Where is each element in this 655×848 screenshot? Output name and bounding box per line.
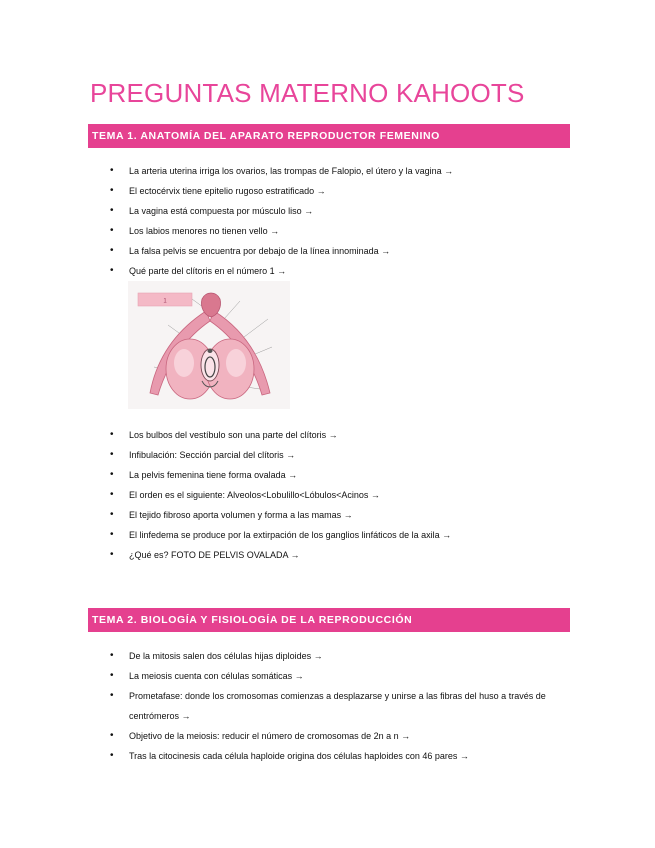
list-item: • ¿Qué es? FOTO DE PELVIS OVALADA → <box>110 545 565 565</box>
list-item: • La vagina está compuesta por músculo liso → <box>110 201 565 221</box>
list-item: • Qué parte del clítoris en el número 1 → <box>110 261 565 281</box>
list-item: • La meiosis cuenta con células somáticas → <box>110 666 565 686</box>
list-item: • El ectocérvix tiene epitelio rugoso estratificado → <box>110 181 565 201</box>
list-item: • Infibulación: Sección parcial del clítoris → <box>110 445 565 465</box>
list-item: • La falsa pelvis se encuentra por debajo de la línea innominada → <box>110 241 565 261</box>
list-item: • Los bulbos del vestíbulo son una parte del clítoris → <box>110 425 565 445</box>
list-item: • Objetivo de la meiosis: reducir el número de cromosomas de 2n a n → <box>110 726 565 746</box>
list-item: • La arteria uterina irriga los ovarios, las trompas de Falopio, el útero y la vagina → <box>110 161 565 181</box>
list-item: • La pelvis femenina tiene forma ovalada → <box>110 465 565 485</box>
list-item: • Prometafase: donde los cromosomas comienzas a desplazarse y unirse a las fibras del huso a través de centrómeros → <box>110 686 565 726</box>
section-header-tema-2: TEMA 2. BIOLOGÍA Y FISIOLOGÍA DE LA REPRODUCCIÓN <box>88 608 570 632</box>
list-item: • Los labios menores no tienen vello → <box>110 221 565 241</box>
list-item: • El linfedema se produce por la extirpación de los ganglios linfáticos de la axila → <box>110 525 565 545</box>
section-header-tema-1: TEMA 1. ANATOMÍA DEL APARATO REPRODUCTOR FEMENINO <box>88 124 570 148</box>
list-item: • El orden es el siguiente: Alveolos<Lobulillo<Lóbulos<Acinos → <box>110 485 565 505</box>
list-item: • El tejido fibroso aporta volumen y forma a las mamas → <box>110 505 565 525</box>
page-title: PREGUNTAS MATERNO KAHOOTS <box>90 78 525 108</box>
clitoris-anatomy-figure <box>128 281 290 409</box>
tema-2-list <box>110 646 565 766</box>
figure-label: 1 <box>163 298 167 305</box>
list-item: • De la mitosis salen dos células hijas diploides → <box>110 646 565 666</box>
anatomy-illustration <box>128 281 290 409</box>
tema-1-list-b <box>110 425 565 565</box>
tema-1-list-a <box>110 161 565 281</box>
list-item: • Tras la citocinesis cada célula haploide origina dos células haploides con 46 pares → <box>110 746 565 766</box>
